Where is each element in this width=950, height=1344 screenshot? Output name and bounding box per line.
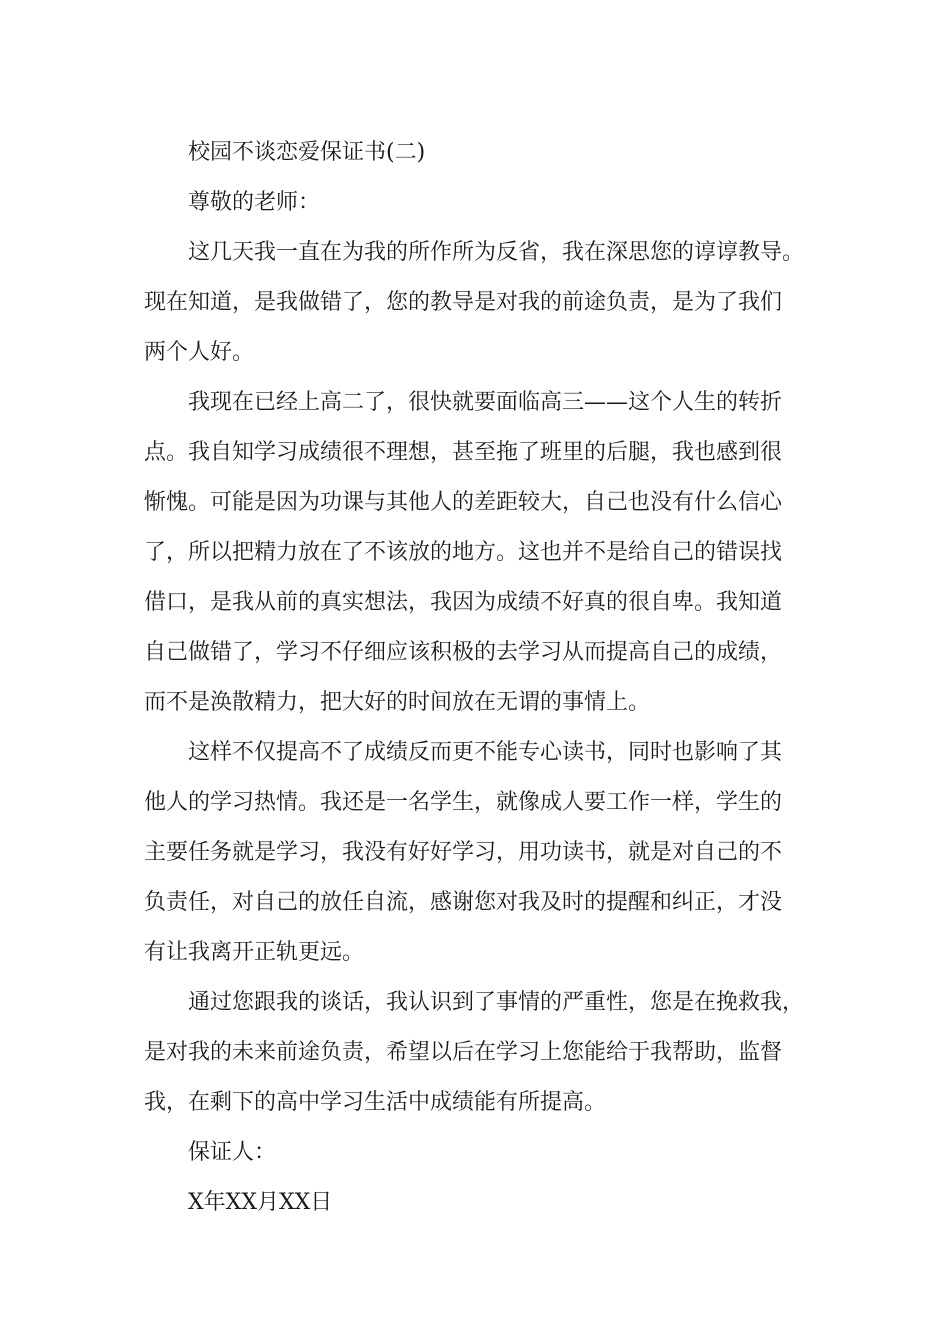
- paragraph-line: 我，在剩下的高中学习生活中成绩能有所提高。: [144, 1090, 607, 1115]
- paragraph-line: 借口，是我从前的真实想法，我因为成绩不好真的很自卑。我知道: [144, 590, 783, 615]
- salutation: 尊敬的老师：: [188, 190, 321, 215]
- signature-date: X年XX月XX日: [188, 1190, 333, 1215]
- paragraph-1: [144, 228, 812, 378]
- paragraph-line: 而不是涣散精力，把大好的时间放在无谓的事情上。: [144, 690, 651, 715]
- document-title: 校园不谈恋爱保证书(二): [188, 140, 426, 165]
- paragraph-line: 负责任，对自己的放任自流，感谢您对我及时的提醒和纠正，才没: [144, 890, 783, 915]
- paragraph-line: 这几天我一直在为我的所作所为反省，我在深思您的谆谆教导。: [188, 240, 805, 265]
- document-body: [144, 128, 812, 1228]
- paragraph-line: 主要任务就是学习，我没有好好学习，用功读书，就是对自己的不: [144, 840, 783, 865]
- paragraph-line: 他人的学习热情。我还是一名学生，就像成人要工作一样，学生的: [144, 790, 783, 815]
- paragraph-line: 通过您跟我的谈话，我认识到了事情的严重性，您是在挽救我，: [188, 990, 805, 1015]
- paragraph-line: 是对我的未来前途负责，希望以后在学习上您能给于我帮助，监督: [144, 1040, 783, 1065]
- paragraph-line: 惭愧。可能是因为功课与其他人的差距较大，自己也没有什么信心: [144, 490, 783, 515]
- paragraph-line: 两个人好。: [144, 340, 255, 365]
- paragraph-line: 现在知道，是我做错了，您的教导是对我的前途负责，是为了我们: [144, 290, 783, 315]
- paragraph-line: 自己做错了，学习不仔细应该积极的去学习从而提高自己的成绩，: [144, 640, 783, 665]
- paragraph-line: 点。我自知学习成绩很不理想，甚至拖了班里的后腿，我也感到很: [144, 440, 783, 465]
- paragraph-line: 了，所以把精力放在了不该放的地方。这也并不是给自己的错误找: [144, 540, 783, 565]
- paragraph-2: [144, 378, 812, 728]
- paragraph-line: 这样不仅提高不了成绩反而更不能专心读书，同时也影响了其: [188, 740, 783, 765]
- paragraph-4: [144, 978, 812, 1128]
- paragraph-line: 我现在已经上高二了，很快就要面临高三——这个人生的转折: [188, 390, 783, 415]
- paragraph-line: 有让我离开正轨更远。: [144, 940, 365, 965]
- signer-label: 保证人：: [188, 1140, 277, 1165]
- paragraph-3: [144, 728, 812, 978]
